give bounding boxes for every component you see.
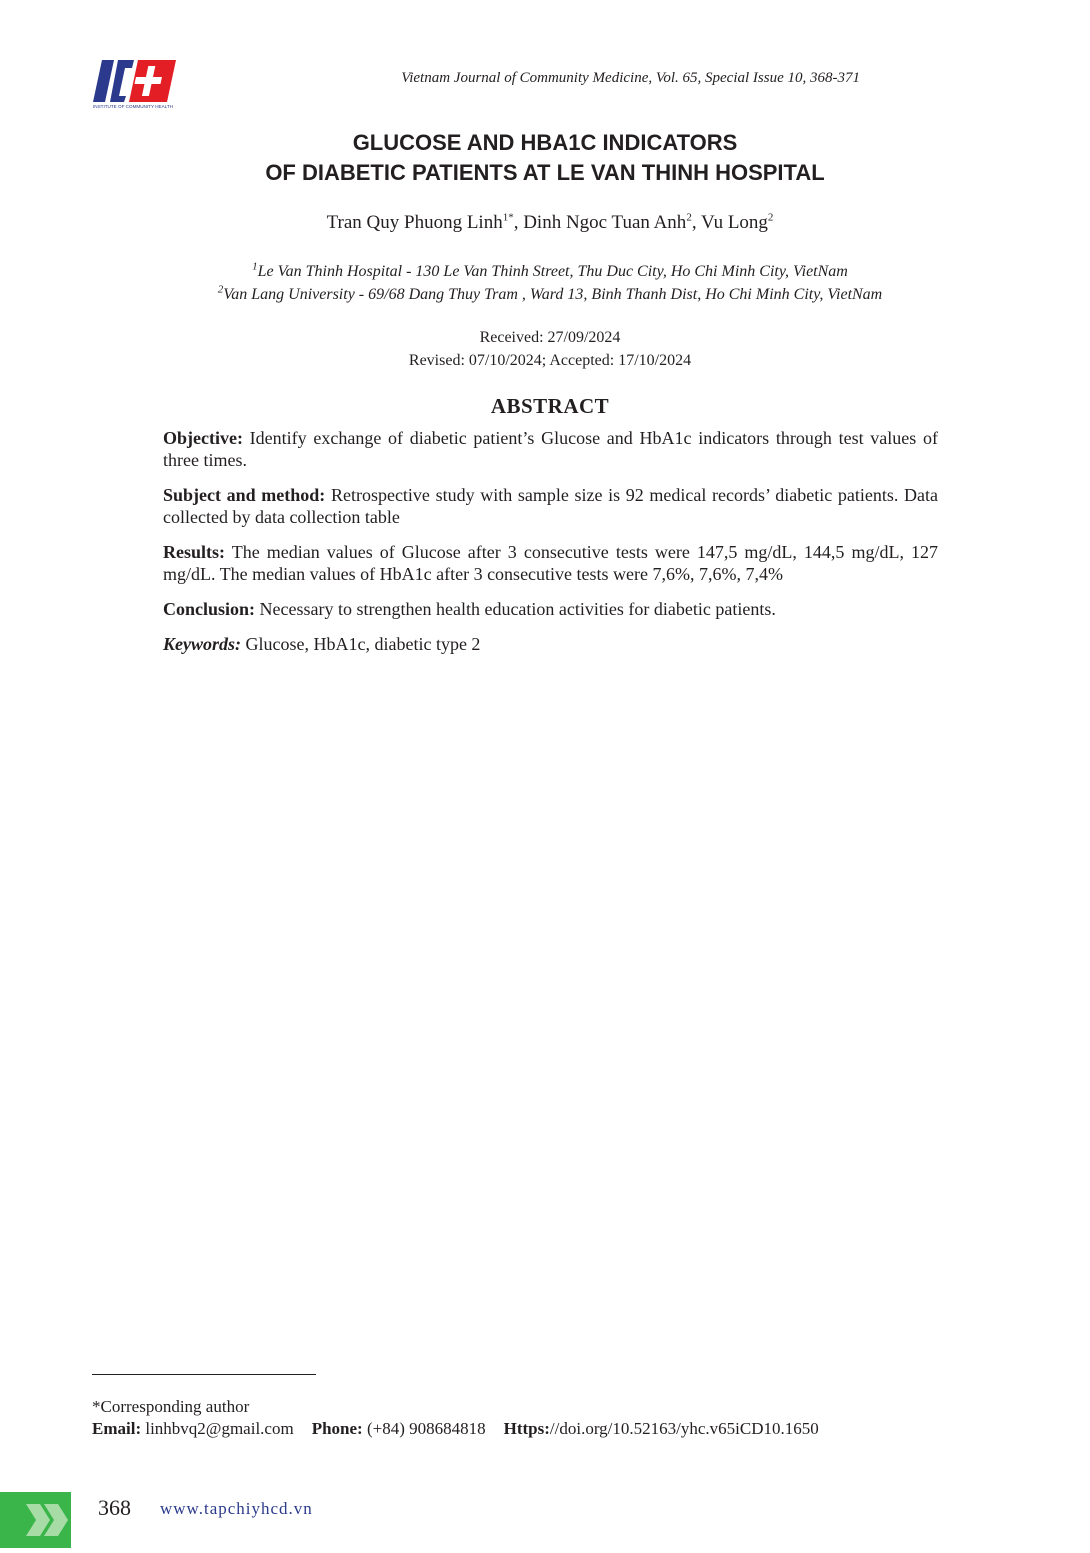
method-label: Subject and method: [163, 485, 326, 505]
abstract-method [163, 484, 938, 528]
author-affil-marker: 2 [686, 211, 692, 224]
footnote [92, 1396, 992, 1440]
title-line-1: GLUCOSE AND HBA1C INDICATORS [352, 130, 738, 155]
affiliation-text: Van Lang University - 69/68 Dang Thuy Tram , Ward 13, Binh Thanh Dist, Ho Chi Minh City, VietNam [223, 286, 883, 303]
method-text: Retrospective study with sample size is 92 medical records’ diabetic patients. Data collected by data collection table [163, 485, 939, 527]
affiliation-line [0, 260, 1090, 283]
abstract-objective [163, 427, 938, 471]
doi-label: Https: [503, 1419, 550, 1438]
publication-dates [0, 326, 1090, 372]
received-date: Received: 27/09/2024 [479, 329, 621, 346]
affiliation-text: Le Van Thinh Hospital - 130 Le Van Thinh Street, Thu Duc City, Ho Chi Minh City, VietNam [257, 263, 848, 280]
author-list [0, 212, 1090, 234]
keywords-text: Glucose, HbA1c, diabetic type 2 [241, 634, 481, 654]
abstract-body [163, 427, 938, 668]
author-affil-marker: 2 [767, 211, 774, 224]
author-affil-marker: 1* [502, 211, 514, 224]
contact-line [92, 1418, 992, 1440]
revised-accepted-date: Revised: 07/10/2024; Accepted: 17/10/2024 [408, 352, 692, 369]
author-name: Vu Long [700, 212, 768, 233]
abstract-conclusion [163, 598, 938, 620]
phone-number: (+84) 908684818 [362, 1419, 486, 1438]
conclusion-text: Necessary to strengthen health education activities for diabetic patients. [255, 599, 776, 619]
author-name: Tran Quy Phuong Linh [326, 212, 503, 233]
doi-link[interactable]: //doi.org/10.52163/yhc.v65iCD10.1650 [549, 1419, 819, 1438]
affiliations [0, 260, 1090, 306]
abstract-results [163, 541, 938, 585]
author-separator: , [691, 212, 701, 233]
journal-website-link[interactable]: www.tapchiyhcd.vn [160, 1499, 313, 1518]
affiliation-marker: 2 [217, 283, 224, 296]
abstract-keywords [163, 633, 938, 655]
keywords-label: Keywords: [163, 634, 241, 654]
corresponding-author-note: *Corresponding author [92, 1397, 250, 1416]
affiliation-marker: 1 [252, 260, 258, 273]
objective-label: Objective: [163, 428, 243, 448]
email-label: Email: [92, 1419, 142, 1438]
institute-logo [88, 58, 178, 110]
title-line-2: OF DIABETIC PATIENTS AT LE VAN THINH HOSPITAL [265, 160, 825, 185]
abstract-heading: ABSTRACT [490, 394, 610, 418]
phone-label: Phone: [311, 1419, 363, 1438]
results-label: Results: [163, 542, 225, 562]
objective-text: Identify exchange of diabetic patient’s Glucose and HbA1c indicators through test values of three times. [163, 428, 938, 470]
conclusion-label: Conclusion: [163, 599, 256, 619]
journal-citation: Vietnam Journal of Community Medicine, Vol. 65, Special Issue 10, 368-371 [401, 70, 860, 86]
paper-title [0, 128, 1090, 188]
email-link[interactable]: linhbvq2@gmail.com [141, 1419, 294, 1438]
double-chevron-icon [0, 1492, 71, 1548]
results-text: The median values of Glucose after 3 consecutive tests were 147,5 mg/dL, 144,5 mg/dL, 127 mg/dL. The median values of HbA1c after 3 consecutive tests were 7,6%, 7,6%, 7,4% [163, 542, 938, 584]
author-separator: , [513, 212, 524, 233]
footnote-divider [92, 1374, 316, 1375]
logo-caption: INSTITUTE OF COMMUNITY HEALTH [93, 104, 173, 109]
author-name: Dinh Ngoc Tuan Anh [523, 212, 687, 233]
page-number: 368 [98, 1495, 131, 1520]
affiliation-line [0, 283, 1090, 306]
page-tab [0, 1492, 71, 1548]
